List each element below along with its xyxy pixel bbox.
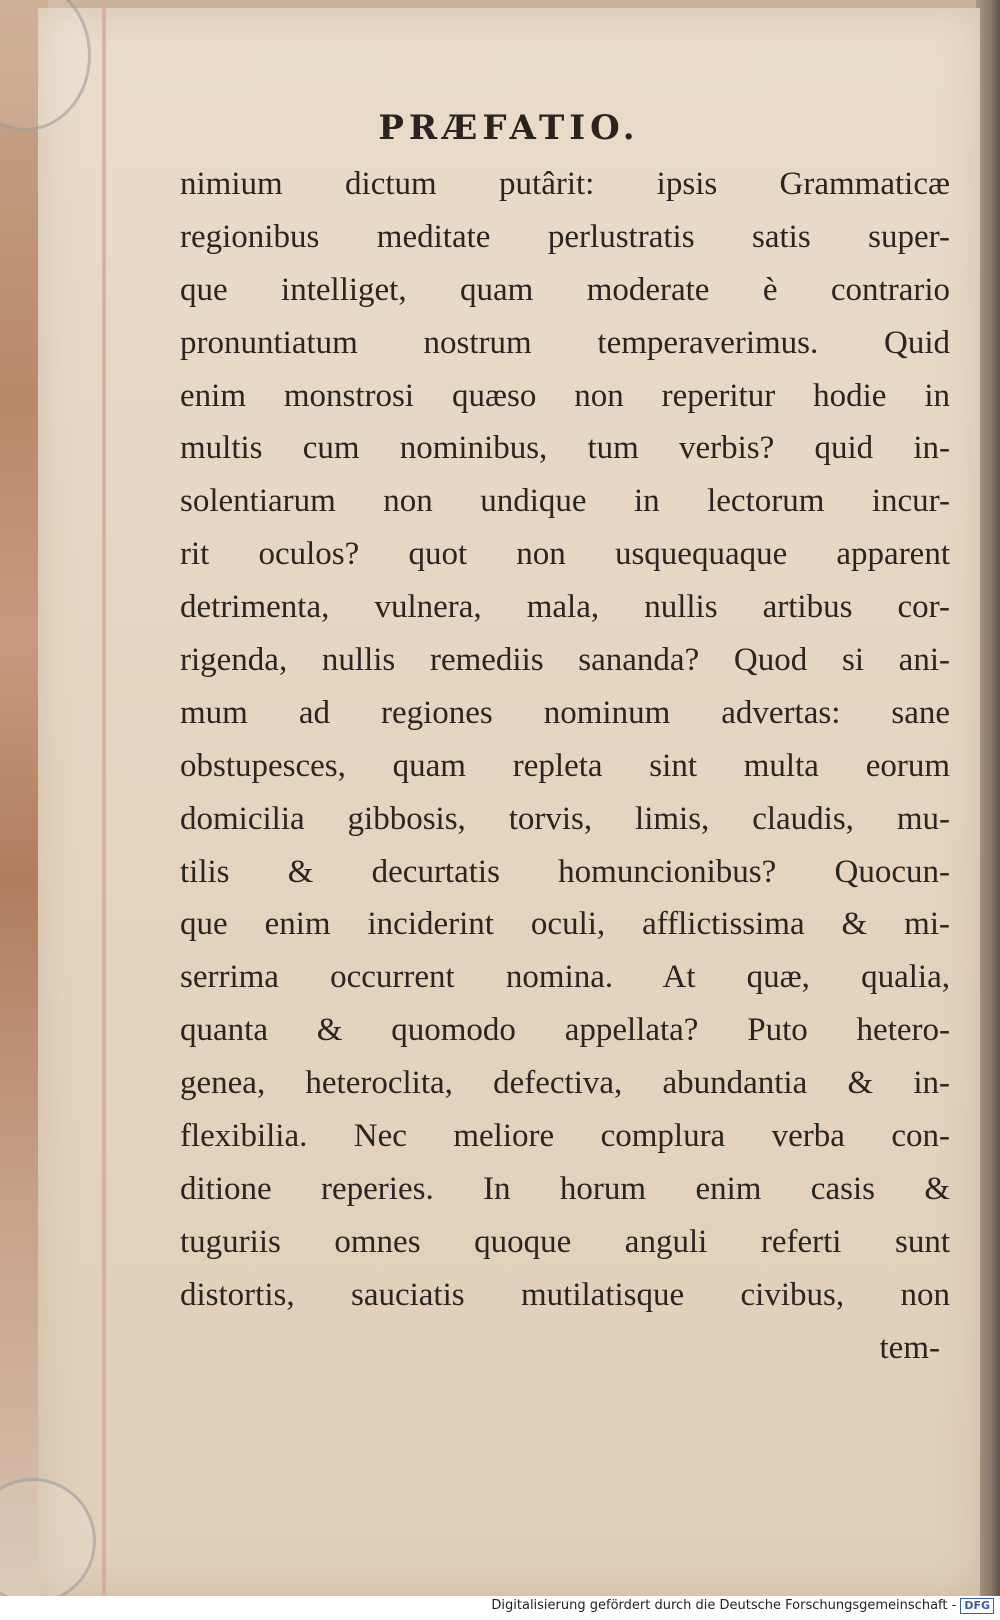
text-line: solentiarum non undique in lectorum incur-: [180, 483, 950, 520]
book-page: [38, 8, 980, 1596]
text-line: pronuntiatum nostrum temperaverimus. Quid: [180, 324, 950, 361]
text-line: multis cum nominibus, tum verbis? quid in-: [180, 430, 950, 467]
text-line: distortis, sauciatis mutilatisque civibus, non: [180, 1276, 950, 1313]
text-line: ditione reperies. In horum enim casis &: [180, 1170, 950, 1207]
text-line: rigenda, nullis remediis sananda? Quod si ani-: [180, 642, 950, 679]
text-line: serrima occurrent nomina. At quæ, qualia,: [180, 959, 950, 996]
text-line: rit oculos? quot non usquequaque apparent: [180, 536, 950, 573]
text-line: nimium dictum putârit: ipsis Grammaticæ: [180, 166, 950, 202]
text-line: genea, heteroclita, defectiva, abundantia & in-: [180, 1065, 950, 1102]
page-heading: PRÆFATIO.: [378, 108, 640, 148]
text-line: que enim inciderint oculi, afflictissima & mi-: [180, 906, 950, 943]
text-line: flexibilia. Nec meliore complura verba con-: [180, 1118, 950, 1155]
text-line: que intelliget, quam moderate è contrario: [180, 271, 950, 308]
body-text: [180, 158, 950, 1374]
text-line: tilis & decurtatis homuncionibus? Quocun-: [180, 853, 950, 890]
text-line: regionibus meditate perlustratis satis super-: [180, 218, 950, 255]
text-line: obstupesces, quam repleta sint multa eorum: [180, 747, 950, 784]
text-line: quanta & quomodo appellata? Puto hetero-: [180, 1012, 950, 1049]
text-line: detrimenta, vulnera, mala, nullis artibus cor-: [180, 589, 950, 626]
digitization-credit: [491, 1598, 994, 1614]
text-line: domicilia gibbosis, torvis, limis, claudis, mu-: [180, 800, 950, 837]
credit-text: Digitalisierung gefördert durch die Deutsche Forschungsgemeinschaft -: [491, 1598, 957, 1613]
text-line: tuguriis omnes quoque anguli referti sunt: [180, 1223, 950, 1260]
text-line: enim monstrosi quæso non reperitur hodie in: [180, 377, 950, 414]
catchword: tem-: [879, 1329, 940, 1366]
text-line: mum ad regiones nominum advertas: sane: [180, 694, 950, 731]
margin-rule: [102, 8, 106, 1596]
dfg-logo: DFG: [960, 1598, 994, 1614]
